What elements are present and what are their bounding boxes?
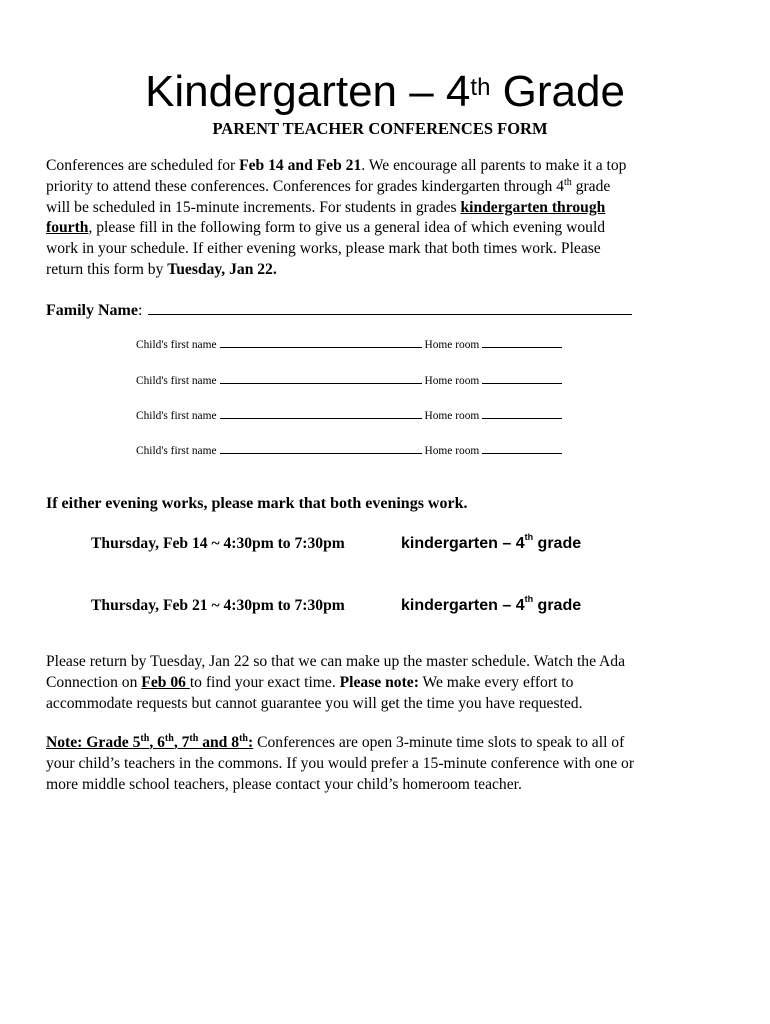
intro-text: priority to attend these conferences. Conferences for grades kindergarten through 4 [46,177,565,195]
note-heading [46,734,253,751]
please-note-label: Please note: [339,673,419,691]
note-heading-text: , 6 [149,734,165,751]
family-name-blank[interactable] [148,300,632,315]
conference-dates: Feb 14 and Feb 21 [239,157,362,174]
title-text: Kindergarten – 4 [145,67,471,116]
note-heading-text: and 8 [198,734,240,751]
child-name-label: Child's first name [136,339,217,351]
child-name-label: Child's first name [136,410,217,422]
child-name-label: Child's first name [136,375,217,387]
paragraph-text: Please return by Tuesday, Jan 22 so that we can make up the master schedule. Watch the Ada [46,653,626,670]
slot-grade [401,594,582,615]
child-name-label: Child's first name [136,445,217,457]
paragraph-text: Connection on [46,673,142,691]
return-paragraph [46,652,746,714]
slot-grade [401,532,582,553]
home-room-label: Home room [424,445,480,457]
home-room-label: Home room [424,339,480,351]
family-name-label: Family Name [46,302,138,319]
superscript: th [140,732,150,744]
intro-paragraph [46,156,736,281]
slot-time: Thursday, Feb 21 ~ 4:30pm to 7:30pm [91,597,345,614]
superscript: th [524,594,534,604]
intro-text: Conferences are scheduled for [46,157,240,174]
intro-text: will be scheduled in 15-minute increments. For students in grades [46,198,461,216]
time-slot-feb-14[interactable] [91,532,582,553]
intro-text: grade [571,177,611,195]
paragraph-text: Conferences are open 3-minute time slots to speak to all of [253,734,625,751]
superscript: th [189,732,199,744]
slot-time: Thursday, Feb 14 ~ 4:30pm to 7:30pm [91,535,345,552]
child-name-blank[interactable] [220,443,422,454]
superscript: th [239,732,248,744]
child-row [136,443,562,458]
paragraph-text: your child’s teachers in the commons. If you would prefer a 15-minute conference with one or [46,754,635,772]
intro-text: return this form by [46,260,168,278]
intro-text: work in your schedule. If either evening works, please mark that both times work. Please [46,240,601,258]
schedule-release-date: Feb 06 [141,673,190,691]
home-room-label: Home room [424,410,480,422]
home-room-blank[interactable] [482,337,562,348]
intro-text: . We encourage all parents to make it a top [361,157,627,174]
middle-school-note [46,733,746,795]
page-title [0,66,770,118]
slot-grade-text: kindergarten – 4 [401,597,525,614]
paragraph-text: accommodate requests but cannot guarantee you will get the time you have requested. [46,694,583,712]
child-name-blank[interactable] [220,408,422,419]
title-suffix: Grade [490,67,625,116]
intro-text: , please fill in the following form to give us a general idea of which evening would [88,219,606,237]
superscript: th [524,532,534,542]
paragraph-text: We make every effort to [418,673,574,691]
either-evening-heading: If either evening works, please mark that both evenings work. [46,495,468,512]
superscript: th [564,176,572,188]
paragraph-text: more middle school teachers, please contact your child’s homeroom teacher. [46,775,522,793]
slot-grade-suffix: grade [533,597,582,614]
home-room-blank[interactable] [482,373,562,384]
paragraph-text: to find your exact time. [189,673,340,691]
grade-range-emphasis: fourth [46,219,89,237]
family-name-colon: : [137,302,143,319]
note-heading-text: , 7 [173,734,190,751]
child-name-blank[interactable] [220,337,422,348]
child-name-blank[interactable] [220,373,422,384]
child-row [136,408,562,423]
grade-range-emphasis: kindergarten through [460,198,606,216]
superscript: th [164,732,174,744]
note-heading-text: : [247,734,254,751]
slot-grade-suffix: grade [533,535,582,552]
home-room-blank[interactable] [482,408,562,419]
child-row [136,373,562,388]
home-room-label: Home room [424,375,480,387]
title-superscript: th [470,74,491,101]
note-heading-text: Note: Grade 5 [46,734,141,751]
form-subtitle: PARENT TEACHER CONFERENCES FORM [212,119,548,138]
return-deadline: Tuesday, Jan 22. [167,260,277,278]
home-room-blank[interactable] [482,443,562,454]
slot-grade-text: kindergarten – 4 [401,535,525,552]
child-row [136,337,562,352]
time-slot-feb-21[interactable] [91,594,582,615]
family-name-field [46,300,632,321]
